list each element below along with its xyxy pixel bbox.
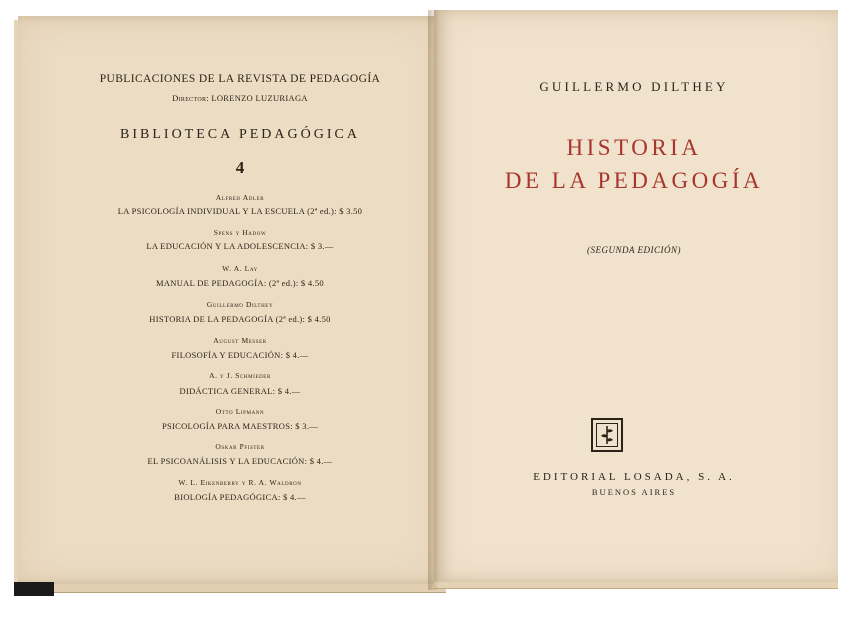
series-number: 4 — [235, 158, 245, 177]
entry-author: Spens y Hadow — [213, 228, 267, 237]
entry-author: Guillermo Dilthey — [206, 300, 274, 309]
book-author: GUILLERMO DILTHEY — [539, 79, 729, 94]
entry-title: LA EDUCACIÓN Y LA ADOLESCENCIA: $ 3.— — [146, 241, 334, 251]
entry-title: LA PSICOLOGÍA INDIVIDUAL Y LA ESCUELA (2ª ed.): $ 3.50 — [117, 206, 363, 216]
right-page-edge — [434, 582, 838, 589]
entry-author: Oskar Pfister — [215, 442, 265, 451]
entry-title: FILOSOFÍA Y EDUCACIÓN: $ 4.— — [171, 350, 309, 360]
entry-author: A. y J. Schmieder — [209, 371, 271, 380]
publisher-name: EDITORIAL LOSADA, S. A. — [533, 471, 735, 483]
director-line: Director: LORENZO LUZURIAGA — [172, 93, 308, 103]
entry-title: DIDÁCTICA GENERAL: $ 4.— — [179, 386, 301, 396]
entry-title: PSICOLOGÍA PARA MAESTROS: $ 3.— — [161, 421, 319, 431]
entry-title: EL PSICOANÁLISIS Y LA EDUCACIÓN: $ 4.— — [147, 456, 333, 466]
entry-title: MANUAL DE PEDAGOGÍA: (2ª ed.): $ 4.50 — [155, 278, 324, 288]
book-title-line2: DE LA PEDAGOGÍA — [504, 168, 764, 193]
entry-author: August Messer — [213, 336, 267, 345]
entry-author: W. L. Eikenberry y R. A. Waldron — [178, 478, 302, 487]
edition-label: (SEGUNDA EDICIÓN) — [586, 245, 682, 255]
entry-author: Otto Lipmann — [215, 407, 265, 416]
entry-title: BIOLOGÍA PEDAGÓGICA: $ 4.— — [174, 492, 306, 502]
publisher-logo-icon — [591, 418, 623, 452]
book-title-line1: HISTORIA — [566, 135, 702, 160]
entry-author: Alfred Adler — [215, 193, 265, 202]
publisher-city: BUENOS AIRES — [591, 487, 677, 497]
publisher-line: PUBLICACIONES DE LA REVISTA DE PEDAGOGÍA — [99, 73, 381, 85]
entry-title: HISTORIA DE LA PEDAGOGÍA (2ª ed.): $ 4.50 — [149, 314, 331, 324]
series-title: BIBLIOTECA PEDAGÓGICA — [120, 127, 360, 142]
entry-author: W. A. Lay — [222, 264, 258, 273]
left-page-edge — [28, 584, 446, 593]
scan-corner — [14, 582, 54, 596]
